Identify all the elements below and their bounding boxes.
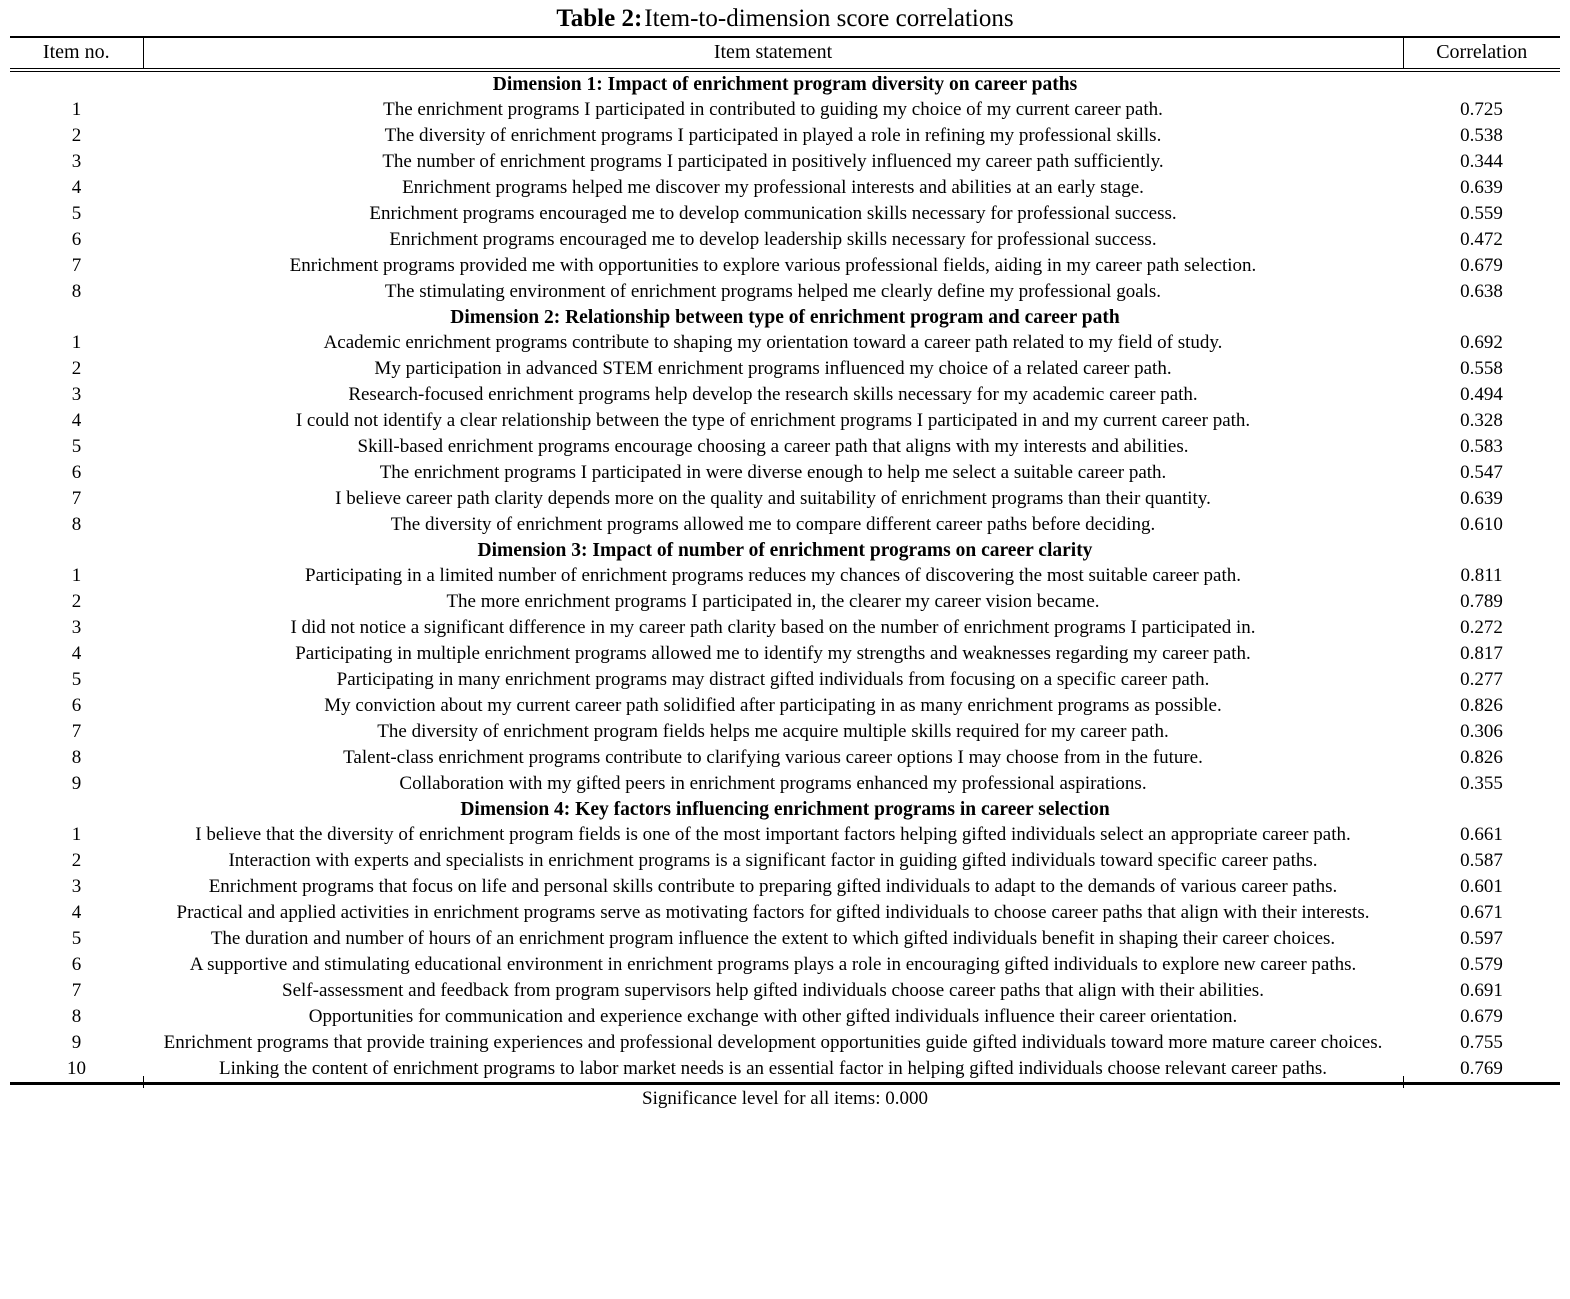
column-header-correlation: Correlation bbox=[1403, 37, 1560, 70]
statement-cell: Self-assessment and feedback from program supervisors help gifted individuals choose career paths that align with their abilities. bbox=[282, 980, 1264, 1001]
statement-cell: Talent-class enrichment programs contribute to clarifying various career options I may choose from in the future. bbox=[343, 747, 1203, 768]
correlation-cell: 0.639 bbox=[1460, 488, 1503, 509]
correlation-cell: 0.583 bbox=[1460, 436, 1503, 457]
statement-cell: Enrichment programs that provide training experiences and professional development opportunities guide gifted individuals toward more mature career choices. bbox=[163, 1032, 1383, 1053]
table-title bbox=[0, 0, 1570, 36]
statement-cell: The enrichment programs I participated in contributed to guiding my choice of my current career path. bbox=[383, 99, 1163, 120]
correlation-cell: 0.559 bbox=[1460, 203, 1503, 224]
item-no-cell: 7 bbox=[71, 255, 82, 276]
correlation-cell: 0.558 bbox=[1460, 358, 1503, 379]
item-no-cell: 7 bbox=[71, 980, 82, 1001]
table-row bbox=[10, 1056, 1560, 1084]
statement-cell: I believe career path clarity depends more on the quality and suitability of enrichment programs than their quantity. bbox=[335, 488, 1211, 509]
item-no-cell: 2 bbox=[71, 358, 82, 379]
statement-cell: Enrichment programs encouraged me to develop communication skills necessary for professional success. bbox=[369, 203, 1177, 224]
table-row bbox=[10, 330, 1560, 356]
item-no-cell: 7 bbox=[71, 488, 82, 509]
correlation-cell: 0.671 bbox=[1460, 902, 1503, 923]
statement-cell: Linking the content of enrichment programs to labor market needs is an essential factor in helping gifted individuals choose relevant career paths. bbox=[219, 1058, 1327, 1079]
statement-cell: The diversity of enrichment program fields helps me acquire multiple skills required for my career path. bbox=[377, 721, 1169, 742]
item-no-cell: 5 bbox=[71, 928, 82, 949]
correlation-cell: 0.547 bbox=[1460, 462, 1503, 483]
item-no-cell: 8 bbox=[71, 747, 82, 768]
item-no-cell: 4 bbox=[71, 643, 82, 664]
correlation-cell: 0.328 bbox=[1460, 410, 1503, 431]
statement-cell: Opportunities for communication and experience exchange with other gifted individuals influence their career orientation. bbox=[308, 1006, 1238, 1027]
statement-cell: The diversity of enrichment programs allowed me to compare different career paths before deciding. bbox=[390, 514, 1156, 535]
table-row bbox=[10, 123, 1560, 149]
table-row bbox=[10, 149, 1560, 175]
correlation-cell: 0.355 bbox=[1460, 773, 1503, 794]
column-header-row bbox=[10, 37, 1560, 70]
statement-cell: Participating in multiple enrichment programs allowed me to identify my strengths and weaknesses regarding my career path. bbox=[295, 643, 1251, 664]
item-no-cell: 9 bbox=[71, 1032, 82, 1053]
statement-cell: Enrichment programs encouraged me to develop leadership skills necessary for professional success. bbox=[389, 229, 1157, 250]
statement-cell: The duration and number of hours of an enrichment program influence the extent to which gifted individuals benefit in shaping their career choices. bbox=[210, 928, 1336, 949]
correlation-cell: 0.679 bbox=[1460, 255, 1503, 276]
correlation-cell: 0.755 bbox=[1460, 1032, 1503, 1053]
item-no-cell: 3 bbox=[71, 876, 82, 897]
item-no-cell: 6 bbox=[71, 954, 82, 975]
table-row bbox=[10, 486, 1560, 512]
statement-cell: Enrichment programs provided me with opportunities to explore various professional fields, aiding in my career path selection. bbox=[289, 255, 1257, 276]
table-title-label: Table 2: bbox=[556, 5, 643, 32]
table-row bbox=[10, 1004, 1560, 1030]
statement-cell: Participating in many enrichment programs may distract gifted individuals from focusing on a specific career path. bbox=[336, 669, 1210, 690]
table-row bbox=[10, 822, 1560, 848]
item-no-cell: 5 bbox=[71, 203, 82, 224]
statement-cell: The diversity of enrichment programs I participated in played a role in refining my professional skills. bbox=[384, 125, 1162, 146]
item-no-cell: 1 bbox=[71, 99, 82, 120]
correlation-cell: 0.597 bbox=[1460, 928, 1503, 949]
table-row bbox=[10, 175, 1560, 201]
item-no-cell: 5 bbox=[71, 669, 82, 690]
table-row bbox=[10, 382, 1560, 408]
table-row bbox=[10, 900, 1560, 926]
correlation-cell: 0.691 bbox=[1460, 980, 1503, 1001]
statement-cell: I could not identify a clear relationship between the type of enrichment programs I participated in and my current career path. bbox=[295, 410, 1251, 431]
statement-cell: Research-focused enrichment programs help develop the research skills necessary for my academic career path. bbox=[348, 384, 1198, 405]
dimension-header: Dimension 2: Relationship between type of enrichment program and career path bbox=[450, 307, 1120, 328]
dimension-header: Dimension 3: Impact of number of enrichment programs on career clarity bbox=[477, 540, 1093, 561]
table-row bbox=[10, 874, 1560, 900]
table-row bbox=[10, 512, 1560, 538]
correlation-cell: 0.679 bbox=[1460, 1006, 1503, 1027]
item-no-cell: 2 bbox=[71, 850, 82, 871]
item-no-cell: 4 bbox=[71, 410, 82, 431]
table-row bbox=[10, 408, 1560, 434]
item-no-cell: 9 bbox=[71, 773, 82, 794]
table-row bbox=[10, 563, 1560, 589]
dimension-header-row bbox=[10, 305, 1560, 330]
column-header-item-statement: Item statement bbox=[143, 37, 1403, 70]
correlation-cell: 0.811 bbox=[1460, 565, 1503, 586]
statement-cell: Enrichment programs that focus on life and personal skills contribute to preparing gifted individuals to adapt to the demands of various career paths. bbox=[208, 876, 1338, 897]
correlation-cell: 0.638 bbox=[1460, 281, 1503, 302]
table-row bbox=[10, 434, 1560, 460]
correlation-cell: 0.587 bbox=[1460, 850, 1503, 871]
table-row bbox=[10, 1030, 1560, 1056]
table-row bbox=[10, 771, 1560, 797]
correlation-cell: 0.277 bbox=[1460, 669, 1503, 690]
column-header-item-no: Item no. bbox=[10, 37, 143, 70]
correlation-cell: 0.661 bbox=[1460, 824, 1503, 845]
statement-cell: My participation in advanced STEM enrichment programs influenced my choice of a related career path. bbox=[374, 358, 1172, 379]
table-row bbox=[10, 693, 1560, 719]
item-no-cell: 6 bbox=[71, 695, 82, 716]
significance-note: Significance level for all items: 0.000 bbox=[642, 1088, 928, 1109]
table-row bbox=[10, 227, 1560, 253]
statement-cell: Enrichment programs helped me discover my professional interests and abilities at an early stage. bbox=[402, 177, 1144, 198]
statement-cell: I believe that the diversity of enrichment program fields is one of the most important factors helping gifted individuals select an appropriate career path. bbox=[195, 824, 1351, 845]
item-no-cell: 10 bbox=[67, 1058, 86, 1079]
item-no-cell: 6 bbox=[71, 229, 82, 250]
significance-cell bbox=[10, 1084, 1560, 1115]
statement-cell: Interaction with experts and specialists in enrichment programs is a significant factor in guiding gifted individuals toward specific career paths. bbox=[228, 850, 1318, 871]
table-row bbox=[10, 745, 1560, 771]
correlation-cell: 0.817 bbox=[1460, 643, 1503, 664]
table-row bbox=[10, 978, 1560, 1004]
correlation-cell: 0.472 bbox=[1460, 229, 1503, 250]
correlation-cell: 0.344 bbox=[1460, 151, 1503, 172]
rule-tick-right bbox=[1403, 1076, 1404, 1088]
item-no-cell: 8 bbox=[71, 1006, 82, 1027]
item-no-cell: 7 bbox=[71, 721, 82, 742]
item-no-cell: 1 bbox=[71, 332, 82, 353]
statement-cell: Academic enrichment programs contribute to shaping my orientation toward a career path related to my field of study. bbox=[323, 332, 1223, 353]
statement-cell: A supportive and stimulating educational environment in enrichment programs plays a role in encouraging gifted individuals to explore new career paths. bbox=[189, 954, 1357, 975]
statement-cell: The stimulating environment of enrichment programs helped me clearly define my professional goals. bbox=[384, 281, 1162, 302]
statement-cell: The more enrichment programs I participated in, the clearer my career vision became. bbox=[446, 591, 1100, 612]
correlation-cell: 0.769 bbox=[1460, 1058, 1503, 1079]
table-row bbox=[10, 201, 1560, 227]
table-row bbox=[10, 356, 1560, 382]
item-no-cell: 2 bbox=[71, 591, 82, 612]
correlation-cell: 0.639 bbox=[1460, 177, 1503, 198]
item-no-cell: 1 bbox=[71, 824, 82, 845]
item-no-cell: 4 bbox=[71, 902, 82, 923]
dimension-header-row bbox=[10, 70, 1560, 97]
item-no-cell: 8 bbox=[71, 281, 82, 302]
table-row bbox=[10, 460, 1560, 486]
statement-cell: The number of enrichment programs I participated in positively influenced my career path sufficiently. bbox=[382, 151, 1164, 172]
statement-cell: Practical and applied activities in enrichment programs serve as motivating factors for gifted individuals to choose career paths that align with their interests. bbox=[176, 902, 1370, 923]
table-row bbox=[10, 279, 1560, 305]
statement-cell: Skill-based enrichment programs encourage choosing a career path that aligns with my interests and abilities. bbox=[357, 436, 1189, 457]
correlation-cell: 0.272 bbox=[1460, 617, 1503, 638]
correlation-cell: 0.579 bbox=[1460, 954, 1503, 975]
rule-tick-left bbox=[143, 1076, 144, 1088]
item-no-cell: 3 bbox=[71, 617, 82, 638]
table-row bbox=[10, 589, 1560, 615]
table-row bbox=[10, 253, 1560, 279]
correlation-cell: 0.692 bbox=[1460, 332, 1503, 353]
correlation-cell: 0.601 bbox=[1460, 876, 1503, 897]
statement-cell: I did not notice a significant difference in my career path clarity based on the number of enrichment programs I participated in. bbox=[290, 617, 1256, 638]
correlation-cell: 0.538 bbox=[1460, 125, 1503, 146]
significance-row bbox=[10, 1084, 1560, 1115]
item-no-cell: 5 bbox=[71, 436, 82, 457]
table-row bbox=[10, 952, 1560, 978]
correlation-cell: 0.494 bbox=[1460, 384, 1503, 405]
correlation-cell: 0.789 bbox=[1460, 591, 1503, 612]
item-no-cell: 3 bbox=[71, 384, 82, 405]
table-row bbox=[10, 926, 1560, 952]
item-no-cell: 8 bbox=[71, 514, 82, 535]
item-no-cell: 3 bbox=[71, 151, 82, 172]
statement-cell: My conviction about my current career path solidified after participating in as many enrichment programs as possible. bbox=[324, 695, 1222, 716]
statement-cell: Participating in a limited number of enrichment programs reduces my chances of discovering the most suitable career path. bbox=[305, 565, 1241, 586]
item-no-cell: 6 bbox=[71, 462, 82, 483]
correlation-cell: 0.826 bbox=[1460, 747, 1503, 768]
correlation-cell: 0.826 bbox=[1460, 695, 1503, 716]
dimension-header: Dimension 4: Key factors influencing enrichment programs in career selection bbox=[460, 799, 1110, 820]
dimension-header-row bbox=[10, 538, 1560, 563]
item-dimension-correlation-table bbox=[10, 36, 1560, 1114]
table-row bbox=[10, 615, 1560, 641]
table-row bbox=[10, 641, 1560, 667]
statement-cell: Collaboration with my gifted peers in enrichment programs enhanced my professional aspirations. bbox=[399, 773, 1147, 794]
dimension-header: Dimension 1: Impact of enrichment program diversity on career paths bbox=[492, 74, 1078, 95]
correlation-cell: 0.306 bbox=[1460, 721, 1503, 742]
correlation-cell: 0.725 bbox=[1460, 99, 1503, 120]
item-no-cell: 2 bbox=[71, 125, 82, 146]
statement-cell: The enrichment programs I participated in were diverse enough to help me select a suitable career path. bbox=[379, 462, 1167, 483]
table-row bbox=[10, 848, 1560, 874]
table-row bbox=[10, 97, 1560, 123]
table-row bbox=[10, 719, 1560, 745]
table-row bbox=[10, 667, 1560, 693]
table-title-text: Item-to-dimension score correlations bbox=[644, 5, 1014, 32]
dimension-header-row bbox=[10, 797, 1560, 822]
correlation-cell: 0.610 bbox=[1460, 514, 1503, 535]
item-no-cell: 4 bbox=[71, 177, 82, 198]
item-no-cell: 1 bbox=[71, 565, 82, 586]
